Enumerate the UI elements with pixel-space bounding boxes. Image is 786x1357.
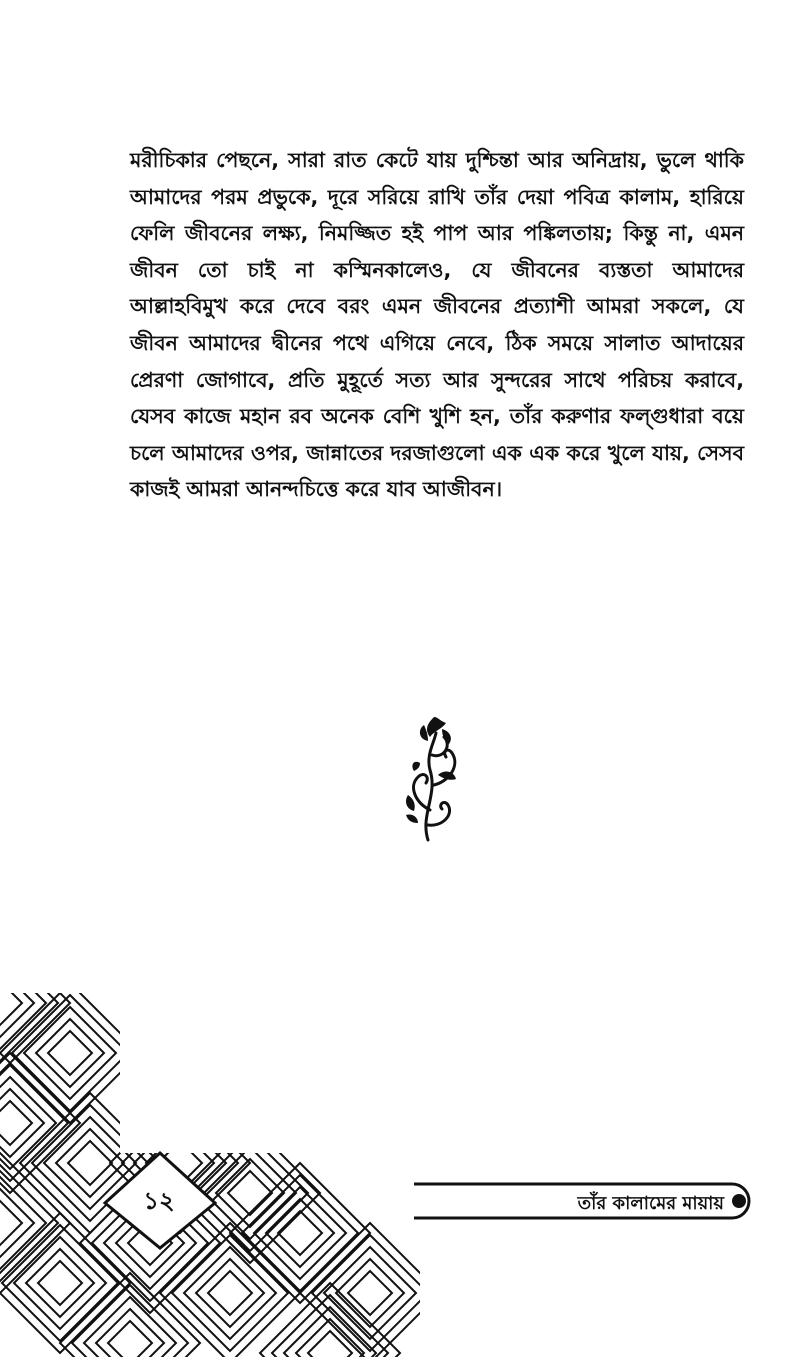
page-number-badge bbox=[104, 1155, 214, 1245]
running-footer bbox=[412, 1181, 752, 1221]
body-paragraph: মরীচিকার পেছনে, সারা রাত কেটে যায় দুশ্চিন্তা আর অনিদ্রায়, ভুলে থাকি আমাদের পরম প্রভুকে, দূরে সরিয়ে রাখি তাঁর দেয়া পবিত্র কালাম, হারিয়ে ফেলি জীবনের লক্ষ্য, নিমজ্জিত হই পাপ আর পঙ্কিলতায়; কিন্তু না, এমন জীবন তো চাই না কস্মিনকালেও, যে জীবনের ব্যস্ততা আমাদের আল্লাহবিমুখ করে দেবে বরং এমন জীবনের প্রত্যাশী আমরা সকলে, যে জীবন আমাদের দ্বীনের পথে এগিয়ে নেবে, ঠিক সময়ে সালাত আদায়ের প্রেরণা জোগাবে, প্রতি মুহূর্তে সত্য আর সুন্দরের সাথে পরিচয় করাবে, যেসব কাজে মহান রব অনেক বেশি খুশি হন, তাঁর করুণার ফল্গুধারা বয়ে চলে আমাদের ওপর, জান্নাতের দরজাগুলো এক এক করে খুলে যায়, সেসব কাজই আমরা আনন্দচিত্তে করে যাব আজীবন। bbox=[130, 148, 744, 502]
page-number: ১২ bbox=[143, 1187, 175, 1215]
running-title: তাঁর কালামের মায়ায় bbox=[577, 1193, 724, 1214]
bullet-dot-icon bbox=[732, 1194, 746, 1208]
floral-vine-icon bbox=[398, 715, 472, 845]
